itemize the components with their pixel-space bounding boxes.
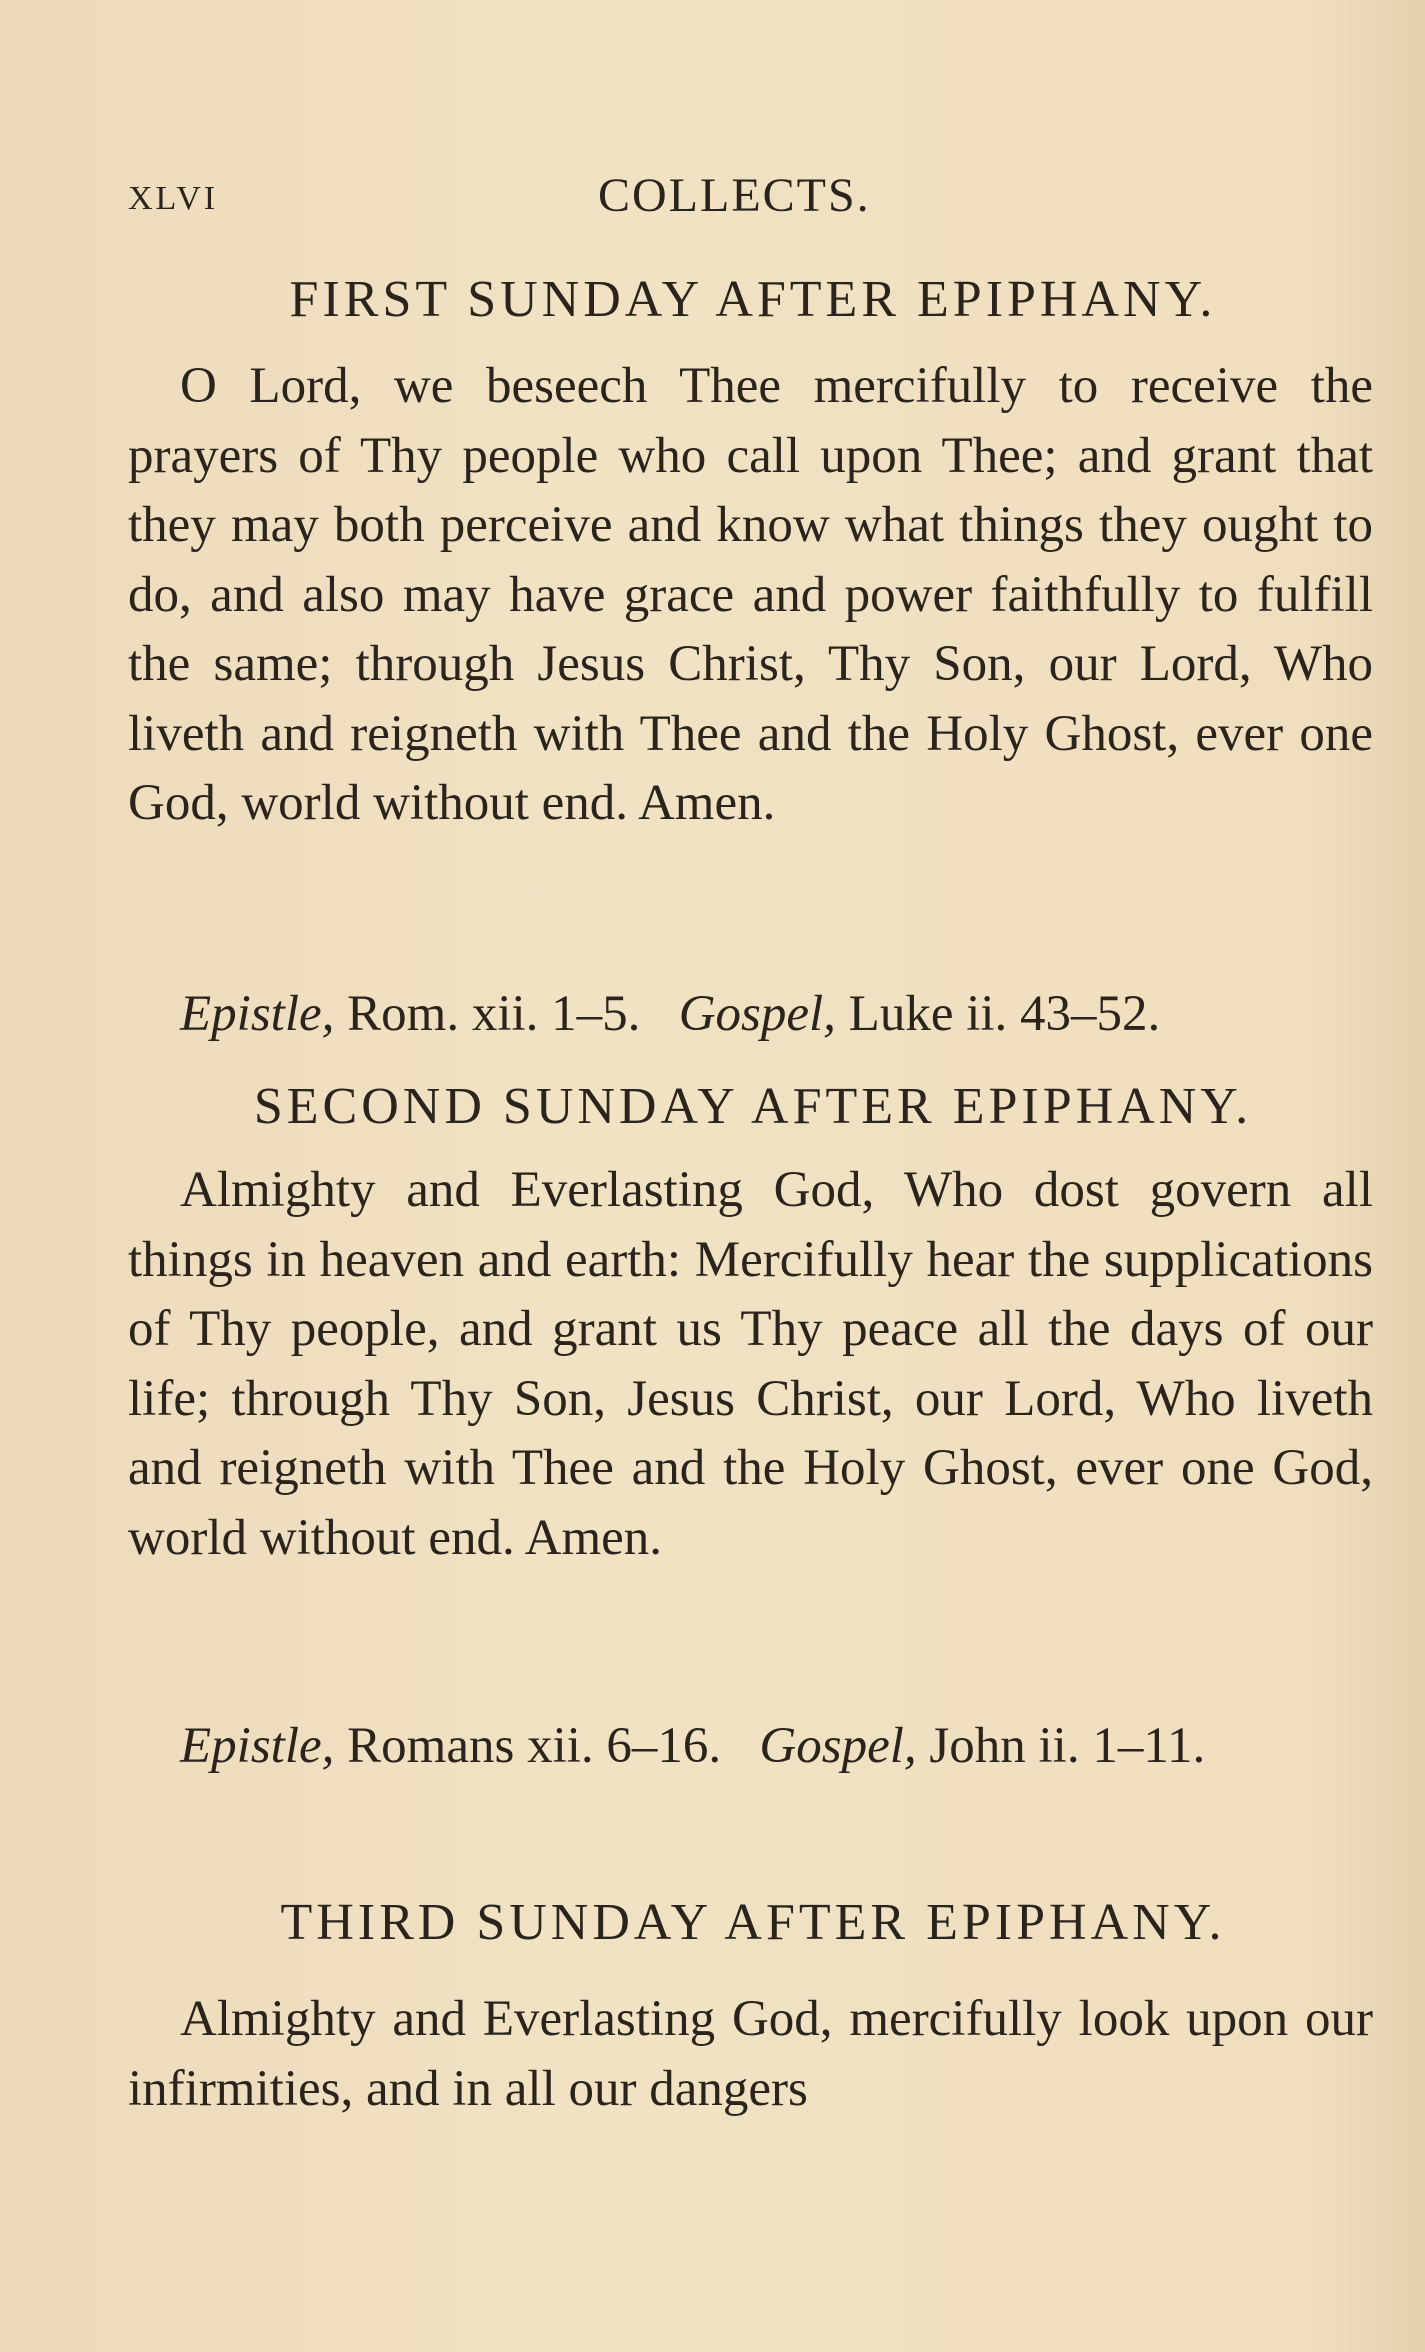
gospel-label: Gospel, — [759, 1718, 917, 1774]
epistle-label: Epistle, — [180, 986, 335, 1042]
epistle-reference: Romans xii. 6–16. — [347, 1718, 722, 1774]
gospel-reference: John ii. 1–11. — [929, 1718, 1206, 1774]
gospel-label: Gospel, — [678, 986, 836, 1042]
section-heading-first-sunday: FIRST SUNDAY AFTER EPIPHANY. — [289, 271, 1217, 328]
section-heading-third-sunday: THIRD SUNDAY AFTER EPIPHANY. — [280, 1894, 1226, 1951]
running-title: COLLECTS. — [598, 169, 871, 222]
collect-second-sunday: Almighty and Everlasting God, Who dost govern all things in heaven and earth: Mercifully hear the supplications of Thy people, and grant us Thy peace all the days of our life; through Thy Son, Jesus Christ, our Lord, Who liveth and reigneth with Thee and the Holy Ghost, ever one God, world without end. Amen. — [128, 1162, 1373, 1566]
gospel-reference: Luke ii. 43–52. — [848, 986, 1161, 1042]
lessons-second-sunday — [128, 1712, 1373, 1782]
collect-third-sunday: Almighty and Everlasting God, mercifully look upon our infirmities, and in all our dangers — [128, 1991, 1373, 2117]
epistle-reference: Rom. xii. 1–5. — [347, 986, 641, 1042]
section-heading-second-sunday: SECOND SUNDAY AFTER EPIPHANY. — [253, 1078, 1253, 1135]
lessons-first-sunday — [128, 980, 1373, 1050]
epistle-label: Epistle, — [180, 1718, 335, 1774]
collect-first-sunday: O Lord, we beseech Thee mercifully to receive the prayers of Thy people who call upon Thee; and grant that they may both perceive and know what things they ought to do, and also may have grace and power faithfully to fulfill the same; through Jesus Christ, Thy Son, our Lord, Who liveth and reigneth with Thee and the Holy Ghost, ever one God, world without end. Amen. — [128, 358, 1373, 831]
page-number: XLVI — [128, 180, 219, 217]
running-head — [128, 168, 1378, 228]
